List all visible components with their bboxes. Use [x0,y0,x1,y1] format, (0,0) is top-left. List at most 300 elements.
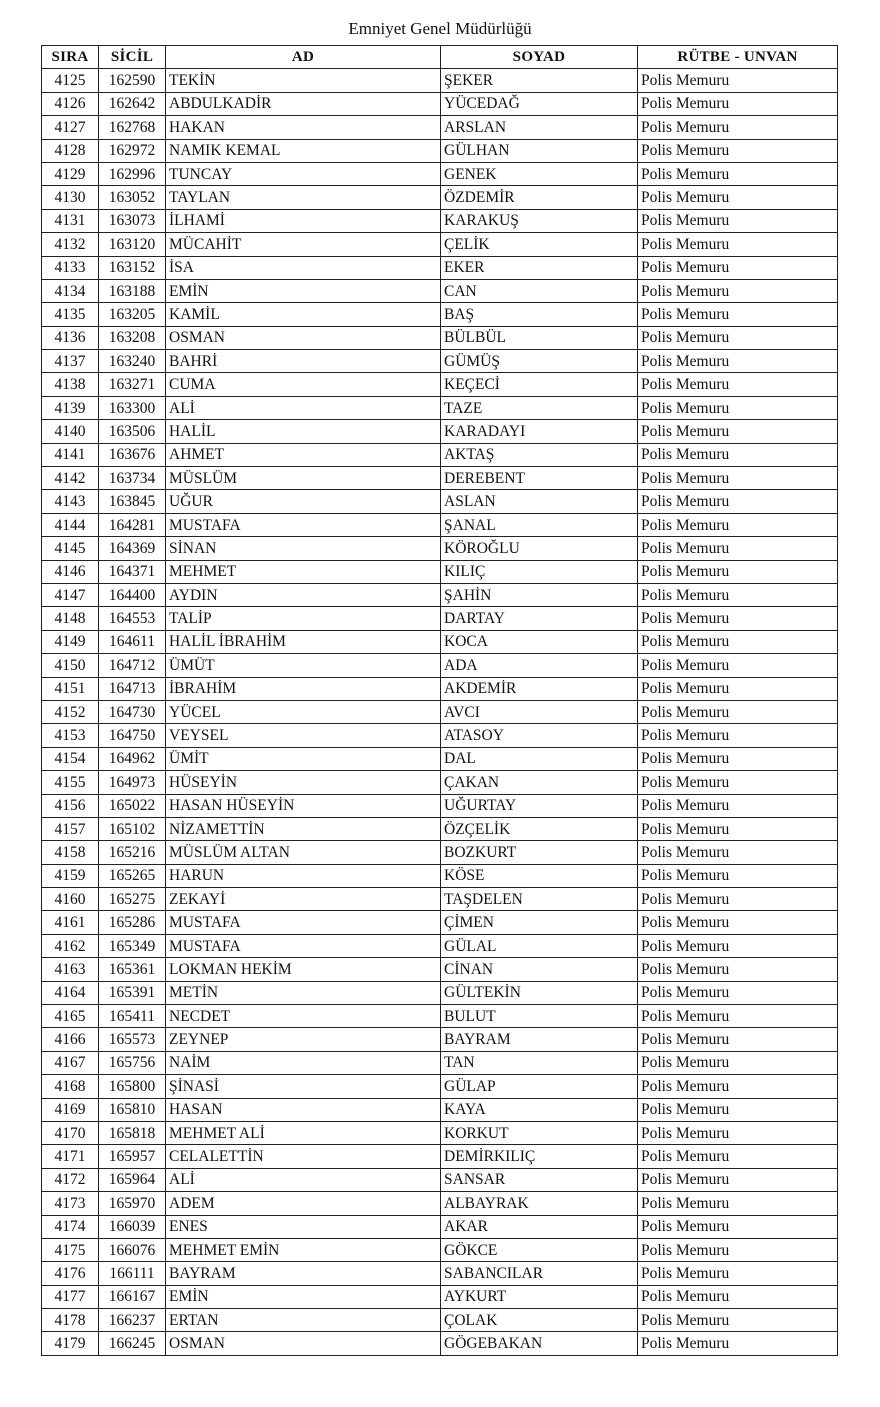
cell-rutbe-unvan: Polis Memuru [638,677,838,700]
table-row [42,677,838,700]
cell-ad: VEYSEL [166,724,441,747]
cell-sira: 4162 [42,934,99,957]
cell-ad: NAMIK KEMAL [166,139,441,162]
cell-sira: 4127 [42,116,99,139]
cell-soyad: EKER [441,256,638,279]
cell-ad: EMİN [166,279,441,302]
cell-soyad: KOCA [441,630,638,653]
cell-sira: 4145 [42,537,99,560]
cell-sicil: 164713 [99,677,166,700]
table-row [42,373,838,396]
cell-soyad: ASLAN [441,490,638,513]
cell-sicil: 166237 [99,1309,166,1332]
cell-sicil: 165275 [99,888,166,911]
cell-sira: 4136 [42,326,99,349]
column-header-sicil: SİCİL [99,46,166,69]
cell-rutbe-unvan: Polis Memuru [638,1051,838,1074]
cell-sira: 4163 [42,958,99,981]
table-row [42,350,838,373]
table-row [42,630,838,653]
cell-rutbe-unvan: Polis Memuru [638,1332,838,1355]
cell-soyad: GÜLAP [441,1075,638,1098]
cell-ad: TAYLAN [166,186,441,209]
cell-rutbe-unvan: Polis Memuru [638,326,838,349]
cell-sicil: 163240 [99,350,166,373]
column-header-ad: AD [166,46,441,69]
cell-rutbe-unvan: Polis Memuru [638,958,838,981]
cell-ad: MÜSLÜM ALTAN [166,841,441,864]
cell-ad: BAHRİ [166,350,441,373]
cell-sira: 4177 [42,1285,99,1308]
table-row [42,326,838,349]
cell-ad: HASAN [166,1098,441,1121]
cell-sira: 4155 [42,771,99,794]
cell-sicil: 166167 [99,1285,166,1308]
table-row [42,467,838,490]
table-row [42,1332,838,1355]
table-row [42,1192,838,1215]
table-row [42,911,838,934]
cell-sira: 4164 [42,981,99,1004]
cell-soyad: ŞEKER [441,69,638,92]
cell-sicil: 163120 [99,233,166,256]
cell-sira: 4128 [42,139,99,162]
cell-soyad: ÇOLAK [441,1309,638,1332]
cell-sira: 4139 [42,396,99,419]
cell-rutbe-unvan: Polis Memuru [638,607,838,630]
table-row [42,233,838,256]
cell-soyad: ŞANAL [441,513,638,536]
cell-rutbe-unvan: Polis Memuru [638,1309,838,1332]
cell-ad: YÜCEL [166,700,441,723]
cell-ad: HAKAN [166,116,441,139]
cell-soyad: AVCI [441,700,638,723]
cell-sicil: 165411 [99,1005,166,1028]
cell-soyad: KILIÇ [441,560,638,583]
page-title: Emniyet Genel Müdürlüğü [348,19,532,38]
cell-soyad: DARTAY [441,607,638,630]
cell-sicil: 165957 [99,1145,166,1168]
cell-sicil: 165022 [99,794,166,817]
cell-soyad: TAZE [441,396,638,419]
cell-ad: ZEKAYİ [166,888,441,911]
table-row [42,1121,838,1144]
cell-soyad: DEMİRKILIÇ [441,1145,638,1168]
cell-sira: 4142 [42,467,99,490]
cell-soyad: AKDEMİR [441,677,638,700]
cell-sira: 4178 [42,1309,99,1332]
cell-rutbe-unvan: Polis Memuru [638,654,838,677]
table-row [42,771,838,794]
cell-soyad: BAŞ [441,303,638,326]
cell-ad: ZEYNEP [166,1028,441,1051]
cell-sira: 4170 [42,1121,99,1144]
cell-ad: NAİM [166,1051,441,1074]
cell-sira: 4174 [42,1215,99,1238]
cell-sicil: 166076 [99,1238,166,1261]
cell-sicil: 165286 [99,911,166,934]
cell-sicil: 163271 [99,373,166,396]
cell-sira: 4133 [42,256,99,279]
cell-sira: 4158 [42,841,99,864]
cell-sira: 4166 [42,1028,99,1051]
cell-ad: NECDET [166,1005,441,1028]
cell-sira: 4173 [42,1192,99,1215]
table-row [42,888,838,911]
cell-sira: 4161 [42,911,99,934]
cell-sicil: 166111 [99,1262,166,1285]
cell-ad: BAYRAM [166,1262,441,1285]
cell-sicil: 165349 [99,934,166,957]
table-row [42,209,838,232]
cell-sicil: 164962 [99,747,166,770]
table-row [42,256,838,279]
cell-sicil: 166245 [99,1332,166,1355]
cell-rutbe-unvan: Polis Memuru [638,279,838,302]
cell-sicil: 165810 [99,1098,166,1121]
cell-sira: 4141 [42,443,99,466]
table-row [42,654,838,677]
cell-soyad: AKAR [441,1215,638,1238]
cell-ad: MÜSLÜM [166,467,441,490]
cell-sira: 4160 [42,888,99,911]
cell-sira: 4126 [42,92,99,115]
cell-sira: 4149 [42,630,99,653]
cell-sicil: 164281 [99,513,166,536]
cell-sira: 4175 [42,1238,99,1261]
cell-sicil: 165216 [99,841,166,864]
cell-ad: TALİP [166,607,441,630]
cell-soyad: ATASOY [441,724,638,747]
cell-rutbe-unvan: Polis Memuru [638,911,838,934]
cell-soyad: ALBAYRAK [441,1192,638,1215]
table-row [42,864,838,887]
cell-ad: UĞUR [166,490,441,513]
cell-sicil: 163208 [99,326,166,349]
cell-soyad: KÖSE [441,864,638,887]
cell-ad: HALİL [166,420,441,443]
table-row [42,1005,838,1028]
table-row [42,162,838,185]
cell-soyad: DAL [441,747,638,770]
cell-sira: 4159 [42,864,99,887]
cell-sira: 4150 [42,654,99,677]
table-row [42,513,838,536]
cell-ad: ÜMİT [166,747,441,770]
cell-rutbe-unvan: Polis Memuru [638,116,838,139]
cell-sicil: 164611 [99,630,166,653]
cell-sicil: 165361 [99,958,166,981]
table-header-row [42,46,838,69]
cell-rutbe-unvan: Polis Memuru [638,981,838,1004]
table-row [42,92,838,115]
cell-rutbe-unvan: Polis Memuru [638,69,838,92]
cell-rutbe-unvan: Polis Memuru [638,864,838,887]
cell-soyad: TAN [441,1051,638,1074]
cell-rutbe-unvan: Polis Memuru [638,303,838,326]
cell-rutbe-unvan: Polis Memuru [638,1121,838,1144]
column-header-sira: SIRA [42,46,99,69]
cell-sira: 4156 [42,794,99,817]
cell-sicil: 164730 [99,700,166,723]
table-row [42,139,838,162]
table-row [42,1098,838,1121]
cell-soyad: KARADAYI [441,420,638,443]
cell-ad: MEHMET EMİN [166,1238,441,1261]
cell-rutbe-unvan: Polis Memuru [638,747,838,770]
cell-sira: 4146 [42,560,99,583]
cell-sira: 4152 [42,700,99,723]
cell-sira: 4129 [42,162,99,185]
table-row [42,607,838,630]
cell-sira: 4131 [42,209,99,232]
table-row [42,443,838,466]
column-header-soyad: SOYAD [441,46,638,69]
cell-sicil: 164369 [99,537,166,560]
table-row [42,1285,838,1308]
cell-ad: İSA [166,256,441,279]
cell-rutbe-unvan: Polis Memuru [638,583,838,606]
cell-sira: 4143 [42,490,99,513]
cell-soyad: CİNAN [441,958,638,981]
cell-sira: 4138 [42,373,99,396]
cell-sicil: 162768 [99,116,166,139]
cell-soyad: UĞURTAY [441,794,638,817]
cell-ad: CUMA [166,373,441,396]
cell-sira: 4154 [42,747,99,770]
cell-ad: OSMAN [166,1332,441,1355]
cell-ad: İBRAHİM [166,677,441,700]
cell-sira: 4153 [42,724,99,747]
cell-sicil: 163734 [99,467,166,490]
cell-sicil: 165265 [99,864,166,887]
cell-ad: HARUN [166,864,441,887]
cell-sicil: 165964 [99,1168,166,1191]
cell-soyad: GÖGEBAKAN [441,1332,638,1355]
cell-rutbe-unvan: Polis Memuru [638,513,838,536]
table-row [42,537,838,560]
table-row [42,560,838,583]
cell-ad: ALİ [166,396,441,419]
cell-sira: 4130 [42,186,99,209]
cell-sira: 4144 [42,513,99,536]
cell-rutbe-unvan: Polis Memuru [638,350,838,373]
cell-rutbe-unvan: Polis Memuru [638,490,838,513]
cell-soyad: GÜLAL [441,934,638,957]
cell-soyad: ÇİMEN [441,911,638,934]
table-row [42,583,838,606]
table-row [42,934,838,957]
table-row [42,1309,838,1332]
cell-rutbe-unvan: Polis Memuru [638,92,838,115]
cell-soyad: ÇAKAN [441,771,638,794]
cell-soyad: GÜLHAN [441,139,638,162]
cell-ad: HALİL İBRAHİM [166,630,441,653]
cell-sicil: 163188 [99,279,166,302]
cell-rutbe-unvan: Polis Memuru [638,233,838,256]
cell-soyad: GÖKCE [441,1238,638,1261]
cell-sicil: 163052 [99,186,166,209]
cell-rutbe-unvan: Polis Memuru [638,771,838,794]
cell-ad: AHMET [166,443,441,466]
cell-rutbe-unvan: Polis Memuru [638,256,838,279]
cell-sicil: 163676 [99,443,166,466]
cell-rutbe-unvan: Polis Memuru [638,888,838,911]
cell-sicil: 163073 [99,209,166,232]
table-body [42,69,838,1355]
cell-rutbe-unvan: Polis Memuru [638,162,838,185]
cell-sira: 4140 [42,420,99,443]
cell-soyad: BOZKURT [441,841,638,864]
cell-rutbe-unvan: Polis Memuru [638,1215,838,1238]
table-row [42,1215,838,1238]
table-row [42,420,838,443]
table-row [42,1028,838,1051]
table-row [42,116,838,139]
cell-sicil: 163300 [99,396,166,419]
cell-sicil: 162996 [99,162,166,185]
cell-sira: 4148 [42,607,99,630]
cell-ad: SİNAN [166,537,441,560]
cell-soyad: ÖZDEMİR [441,186,638,209]
cell-sira: 4147 [42,583,99,606]
cell-ad: AYDIN [166,583,441,606]
cell-sicil: 164973 [99,771,166,794]
cell-rutbe-unvan: Polis Memuru [638,630,838,653]
cell-soyad: GÜLTEKİN [441,981,638,1004]
table-row [42,69,838,92]
cell-sicil: 164400 [99,583,166,606]
cell-ad: ALİ [166,1168,441,1191]
cell-rutbe-unvan: Polis Memuru [638,186,838,209]
cell-sira: 4176 [42,1262,99,1285]
cell-sicil: 165970 [99,1192,166,1215]
table-row [42,303,838,326]
table-row [42,724,838,747]
cell-sicil: 164712 [99,654,166,677]
cell-rutbe-unvan: Polis Memuru [638,1262,838,1285]
table-row [42,1238,838,1261]
cell-ad: HÜSEYİN [166,771,441,794]
cell-rutbe-unvan: Polis Memuru [638,443,838,466]
cell-rutbe-unvan: Polis Memuru [638,1028,838,1051]
cell-soyad: ŞAHİN [441,583,638,606]
cell-sira: 4165 [42,1005,99,1028]
cell-rutbe-unvan: Polis Memuru [638,537,838,560]
cell-rutbe-unvan: Polis Memuru [638,420,838,443]
cell-soyad: BULUT [441,1005,638,1028]
cell-ad: METİN [166,981,441,1004]
cell-sira: 4157 [42,817,99,840]
table-row [42,1145,838,1168]
cell-sira: 4171 [42,1145,99,1168]
cell-rutbe-unvan: Polis Memuru [638,1238,838,1261]
cell-sicil: 164750 [99,724,166,747]
cell-ad: CELALETTİN [166,1145,441,1168]
cell-soyad: GÜMÜŞ [441,350,638,373]
cell-sira: 4179 [42,1332,99,1355]
cell-sira: 4125 [42,69,99,92]
cell-ad: ŞİNASİ [166,1075,441,1098]
cell-rutbe-unvan: Polis Memuru [638,1192,838,1215]
cell-ad: TEKİN [166,69,441,92]
cell-sira: 4151 [42,677,99,700]
table-row [42,817,838,840]
cell-soyad: ÖZÇELİK [441,817,638,840]
cell-rutbe-unvan: Polis Memuru [638,724,838,747]
cell-ad: MUSTAFA [166,911,441,934]
table-row [42,958,838,981]
cell-rutbe-unvan: Polis Memuru [638,467,838,490]
table-row [42,1051,838,1074]
cell-ad: LOKMAN HEKİM [166,958,441,981]
cell-ad: ÜMÜT [166,654,441,677]
cell-ad: ABDULKADİR [166,92,441,115]
cell-ad: ADEM [166,1192,441,1215]
table-row [42,1262,838,1285]
cell-rutbe-unvan: Polis Memuru [638,934,838,957]
cell-rutbe-unvan: Polis Memuru [638,700,838,723]
cell-rutbe-unvan: Polis Memuru [638,1005,838,1028]
cell-rutbe-unvan: Polis Memuru [638,1285,838,1308]
cell-soyad: KARAKUŞ [441,209,638,232]
cell-ad: HASAN HÜSEYİN [166,794,441,817]
cell-sicil: 163506 [99,420,166,443]
cell-soyad: AKTAŞ [441,443,638,466]
cell-ad: KAMİL [166,303,441,326]
cell-sira: 4137 [42,350,99,373]
cell-rutbe-unvan: Polis Memuru [638,1098,838,1121]
cell-soyad: BAYRAM [441,1028,638,1051]
cell-soyad: DEREBENT [441,467,638,490]
cell-ad: MUSTAFA [166,934,441,957]
cell-ad: OSMAN [166,326,441,349]
cell-ad: MÜCAHİT [166,233,441,256]
cell-sicil: 165391 [99,981,166,1004]
cell-rutbe-unvan: Polis Memuru [638,1075,838,1098]
personnel-table [41,45,838,1356]
cell-soyad: ARSLAN [441,116,638,139]
cell-soyad: GENEK [441,162,638,185]
cell-soyad: KORKUT [441,1121,638,1144]
cell-sicil: 166039 [99,1215,166,1238]
cell-ad: MEHMET ALİ [166,1121,441,1144]
cell-sira: 4135 [42,303,99,326]
table-row [42,794,838,817]
cell-sira: 4134 [42,279,99,302]
cell-soyad: AYKURT [441,1285,638,1308]
cell-soyad: KAYA [441,1098,638,1121]
cell-rutbe-unvan: Polis Memuru [638,1145,838,1168]
cell-sicil: 165818 [99,1121,166,1144]
cell-rutbe-unvan: Polis Memuru [638,139,838,162]
cell-rutbe-unvan: Polis Memuru [638,817,838,840]
cell-rutbe-unvan: Polis Memuru [638,560,838,583]
cell-ad: NİZAMETTİN [166,817,441,840]
cell-sicil: 163205 [99,303,166,326]
table-row [42,186,838,209]
cell-rutbe-unvan: Polis Memuru [638,396,838,419]
cell-ad: ERTAN [166,1309,441,1332]
cell-sicil: 162590 [99,69,166,92]
cell-soyad: KEÇECİ [441,373,638,396]
cell-sicil: 165573 [99,1028,166,1051]
cell-sicil: 165756 [99,1051,166,1074]
cell-sira: 4169 [42,1098,99,1121]
cell-ad: TUNCAY [166,162,441,185]
cell-soyad: SANSAR [441,1168,638,1191]
cell-soyad: CAN [441,279,638,302]
